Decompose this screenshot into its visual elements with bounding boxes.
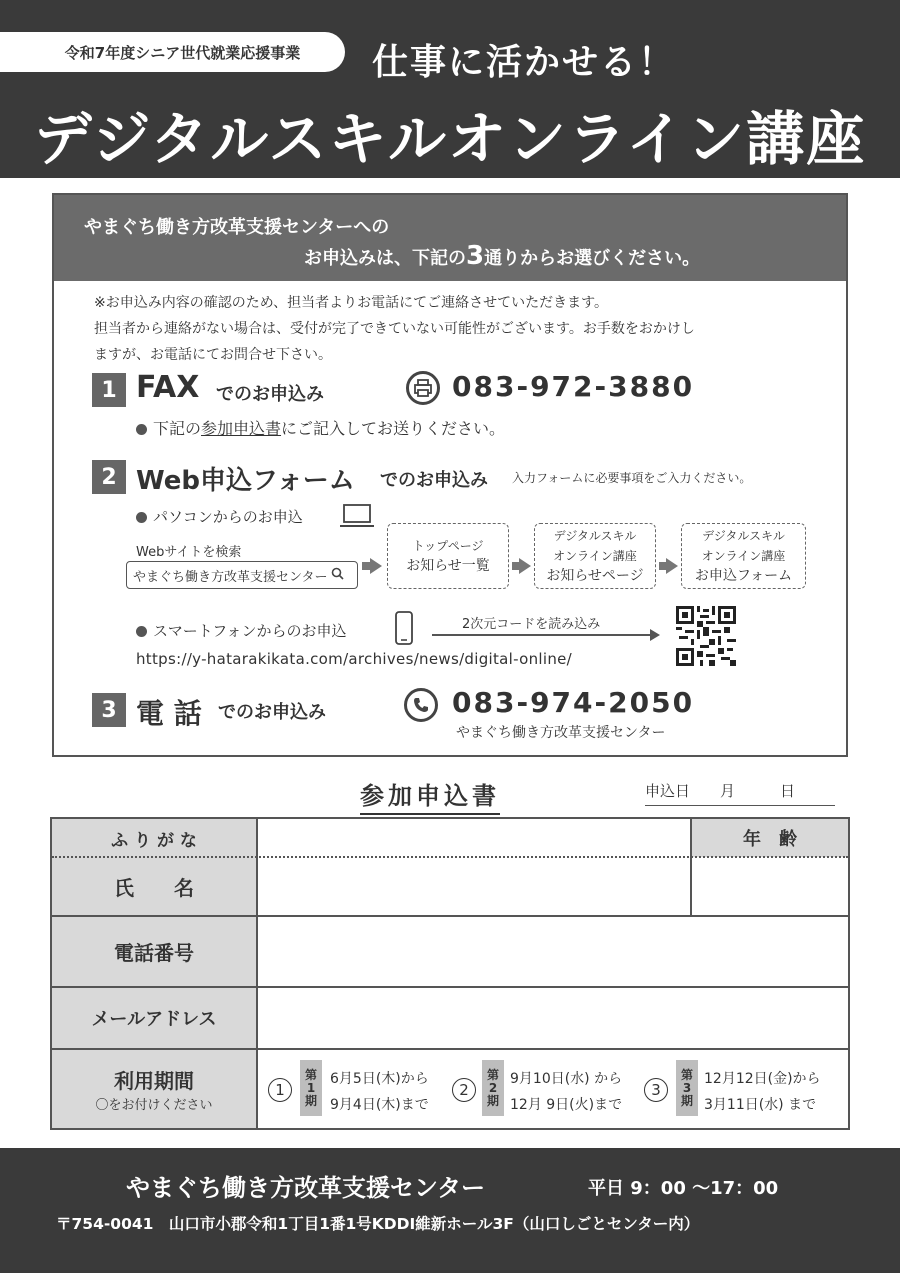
web-suffix: でのお申込み [380, 470, 488, 491]
tag-char: 第 [486, 1067, 499, 1082]
fax-desc-a: 下記の [153, 419, 202, 438]
search-label: Webサイトを検索 [136, 545, 242, 560]
table-divider [690, 819, 692, 915]
application-date[interactable]: 申込日 月 日 [645, 780, 835, 806]
phone-field[interactable] [258, 917, 848, 986]
furigana-field[interactable] [258, 819, 690, 855]
web-hint: 入力フォームに必要事項をご入力ください。 [512, 471, 752, 485]
flow-step-news-page [534, 523, 656, 589]
smartphone-icon [394, 611, 414, 649]
period-label [52, 1050, 256, 1128]
bullet-icon [136, 512, 147, 523]
page-title: デジタルスキルオンライン講座 [33, 105, 867, 173]
tel-number: 083-974-2050 [452, 686, 695, 719]
tag-char: 第 [304, 1067, 317, 1082]
period-2-to: 12月 9日(火)まで [510, 1097, 623, 1113]
age-field[interactable] [694, 859, 848, 915]
pc-label-text: パソコンからのお申込 [153, 508, 303, 526]
box-head-line2-a: お申込みは、下記の [304, 248, 466, 269]
confirmation-note [94, 290, 824, 368]
box-head-line2 [304, 241, 700, 271]
qr-arrow-icon [650, 629, 660, 641]
period-1-dates [330, 1066, 429, 1118]
phone-icon [404, 688, 438, 722]
period-2-option[interactable]: 2 [452, 1078, 476, 1102]
box-head-line2-b: 通りからお選びください。 [484, 248, 701, 269]
flow-step-application-form [681, 523, 806, 589]
note-line1: ※お申込み内容の確認のため、担当者よりお電話にてご連絡させていただきます。 [94, 295, 609, 311]
site-search-box[interactable] [126, 561, 358, 589]
step2-c: お知らせページ [546, 568, 644, 584]
tag-char: 1 [306, 1080, 316, 1095]
period-2-dates [510, 1066, 622, 1118]
qr-arrow-line [432, 634, 652, 636]
step3-b: オンライン講座 [701, 549, 786, 563]
table-dotted-divider [52, 856, 848, 858]
tag-char: 期 [304, 1093, 317, 1108]
period-note: 〇をお付けください [95, 1098, 213, 1113]
email-field[interactable] [258, 988, 848, 1048]
period-3-dates [704, 1066, 821, 1118]
bullet-icon [136, 424, 147, 435]
method-number-3: 3 [92, 693, 126, 727]
application-url[interactable]: https://y-hatarakikata.com/archives/news/digital-online/ [136, 650, 573, 668]
table-divider [256, 819, 258, 1128]
flow-arrow-icon [666, 558, 678, 574]
fax-title: FAX [136, 370, 200, 405]
fax-description [136, 416, 505, 439]
tel-title: 電 話 [136, 697, 202, 730]
tag-char: 期 [486, 1093, 499, 1108]
age-label: 年 齢 [692, 819, 848, 857]
box-head-line1: やまぐち働き方改革支援センターへの [84, 217, 390, 238]
period-label-text: 利用期間 [114, 1069, 194, 1093]
period-1-from: 6月5日(木)から [330, 1071, 429, 1087]
email-label: メールアドレス [52, 988, 256, 1048]
footer-hours: 平日 9：00 ～17：00 [588, 1178, 779, 1199]
step2-b: オンライン講座 [553, 549, 637, 563]
tag-char: 3 [682, 1080, 692, 1095]
period-1-to: 9月4日(木)まで [330, 1097, 429, 1113]
application-box-header [54, 195, 846, 281]
footer-org: やまぐち働き方改革支援センター [126, 1174, 486, 1202]
step3-c: お申込フォーム [694, 568, 793, 584]
fax-icon [406, 371, 440, 405]
table-divider [52, 986, 848, 988]
smartphone-label-text: スマートフォンからのお申込 [153, 622, 347, 640]
table-divider [52, 915, 848, 917]
qr-label: 2次元コードを読み込み [462, 617, 601, 632]
smartphone-label [136, 620, 347, 641]
period-3-tag [676, 1060, 698, 1116]
pc-label [136, 506, 303, 527]
step3-a: デジタルスキル [702, 529, 785, 543]
step1-a: トップページ [412, 539, 484, 553]
period-2-tag [482, 1060, 504, 1116]
footer [0, 1148, 900, 1273]
fax-desc-b: にご記入してお送りください。 [281, 419, 506, 438]
flow-arrow-icon [519, 558, 531, 574]
step1-b: お知らせ一覧 [406, 558, 490, 574]
qr-code-icon[interactable] [676, 606, 736, 670]
tag-char: 2 [488, 1080, 498, 1095]
bullet-icon [136, 626, 147, 637]
period-3-option[interactable]: 3 [644, 1078, 668, 1102]
method-number-2: 2 [92, 460, 126, 494]
flow-arrow-icon [370, 558, 382, 574]
footer-address: 〒754-0041 山口市小郡令和1丁目1番1号KDDI維新ホール3F（山口しごとセンター内） [56, 1215, 700, 1233]
period-3-to: 3月11日(水) まで [704, 1097, 817, 1113]
furigana-label: ふ り が な [52, 819, 256, 857]
application-form-title: 参加申込書 [360, 776, 500, 815]
fax-number: 083-972-3880 [452, 370, 695, 403]
method-number-1: 1 [92, 373, 126, 407]
period-2-from: 9月10日(水) から [510, 1071, 623, 1087]
flow-step-top-page [387, 523, 509, 589]
step2-a: デジタルスキル [553, 529, 637, 543]
tel-org: やまぐち働き方改革支援センター [456, 725, 666, 741]
table-divider [52, 1048, 848, 1050]
fax-suffix: でのお申込み [216, 384, 324, 405]
fax-desc-form-link: 参加申込書 [201, 419, 282, 438]
program-badge: 令和7年度シニア世代就業応援事業 [0, 32, 345, 72]
name-label: 氏 名 [52, 857, 256, 915]
period-3-from: 12月12日(金)から [704, 1071, 821, 1087]
note-line2: 担当者から連絡がない場合は、受付が完了できていない可能性がございます。お手数をおかけし [94, 321, 695, 337]
period-1-option[interactable]: 1 [268, 1078, 292, 1102]
note-line3: ますが、お電話にてお問合せ下さい。 [94, 347, 332, 363]
search-value: やまぐち働き方改革支援センター [133, 569, 328, 585]
tag-char: 期 [680, 1093, 693, 1108]
page-subtitle: 仕事に活かせる！ [372, 42, 677, 83]
laptop-icon [340, 503, 374, 533]
web-title: Web申込フォーム [136, 466, 355, 496]
box-head-count: 3 [466, 241, 485, 271]
tel-suffix: でのお申込み [218, 702, 326, 723]
name-field[interactable] [258, 859, 690, 915]
search-icon [331, 567, 344, 584]
phone-label: 電話番号 [52, 917, 256, 986]
period-1-tag [300, 1060, 322, 1116]
tag-char: 第 [680, 1067, 693, 1082]
